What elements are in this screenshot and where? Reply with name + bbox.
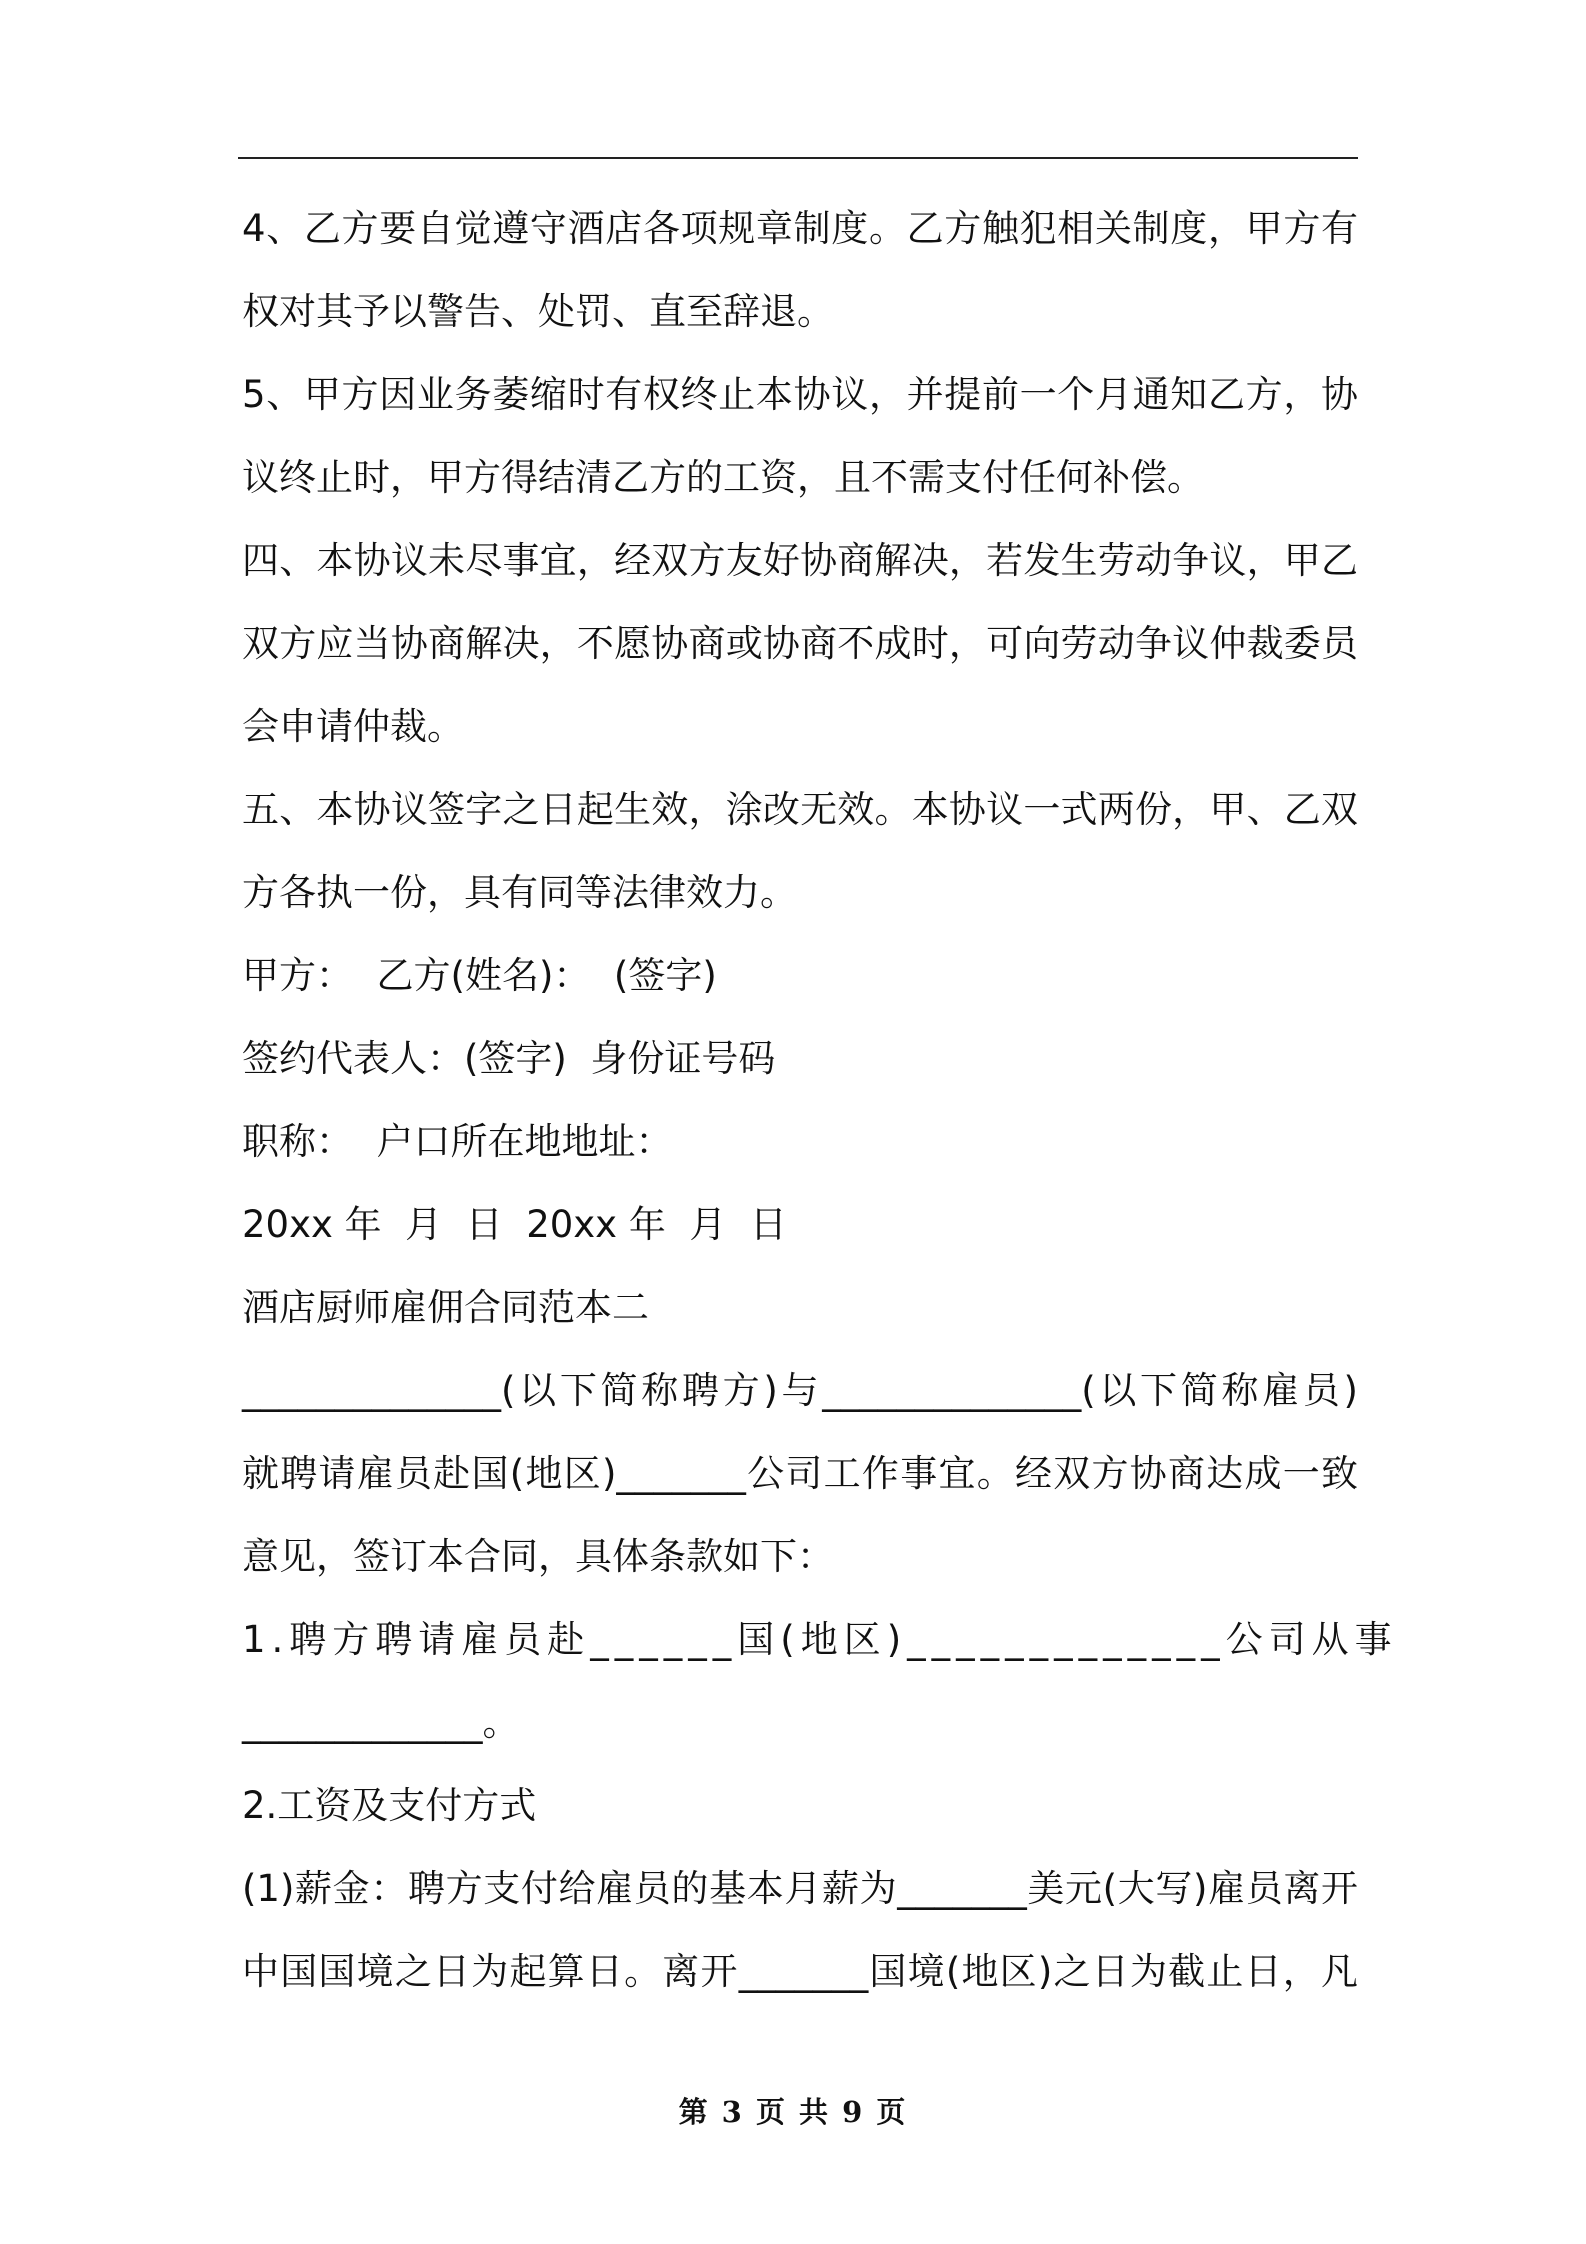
- text-line: (1)薪金：聘方支付给雇员的基本月薪为_______美元(大写)雇员离开: [242, 1867, 1358, 1910]
- text-line: 5、甲方因业务萎缩时有权终止本协议，并提前一个月通知乙方，协: [242, 373, 1358, 416]
- text-line: 会申请仲裁。: [242, 705, 464, 748]
- text-line: 议终止时，甲方得结清乙方的工资，且不需支付任何补偿。: [242, 456, 1204, 499]
- signature-line-title: 职称： 户口所在地地址：: [242, 1120, 673, 1163]
- text-line: 中国国境之日为起算日。离开_______国境(地区)之日为截止日，凡: [242, 1950, 1358, 1993]
- page-number: 第 3 页 共 9 页: [678, 2095, 908, 2129]
- text-line: ______________(以下简称聘方)与______________(以下简称雇员): [242, 1369, 1358, 1412]
- text-line: 就聘请雇员赴国(地区)_______公司工作事宜。经双方协商达成一致: [242, 1452, 1358, 1495]
- text-line: 双方应当协商解决，不愿协商或协商不成时，可向劳动争议仲裁委员: [242, 622, 1358, 665]
- text-line: 五、本协议签字之日起生效，涂改无效。本协议一式两份，甲、乙双: [242, 788, 1358, 831]
- subsection-title: 2.工资及支付方式: [242, 1784, 537, 1827]
- section-title: 酒店厨师雇佣合同范本二: [242, 1286, 649, 1329]
- text-line: 意见，签订本合同，具体条款如下：: [242, 1535, 834, 1578]
- text-line: 权对其予以警告、处罚、直至辞退。: [242, 290, 834, 333]
- text-line: _____________。: [242, 1701, 520, 1744]
- text-line: 1.聘方聘请雇员赴______国(地区)_____________公司从事: [242, 1618, 1398, 1661]
- signature-line-party: 甲方： 乙方(姓名)： (签字): [242, 954, 717, 997]
- text-line: 方各执一份，具有同等法律效力。: [242, 871, 797, 914]
- header-rule: [238, 157, 1358, 159]
- text-line: 4、乙方要自觉遵守酒店各项规章制度。乙方触犯相关制度，甲方有: [242, 207, 1358, 250]
- text-line: 四、本协议未尽事宜，经双方友好协商解决，若发生劳动争议，甲乙: [242, 539, 1358, 582]
- signature-line-date: 20xx 年 月 日 20xx 年 月 日: [242, 1203, 787, 1246]
- signature-line-representative: 签约代表人：(签字) 身份证号码: [242, 1037, 776, 1080]
